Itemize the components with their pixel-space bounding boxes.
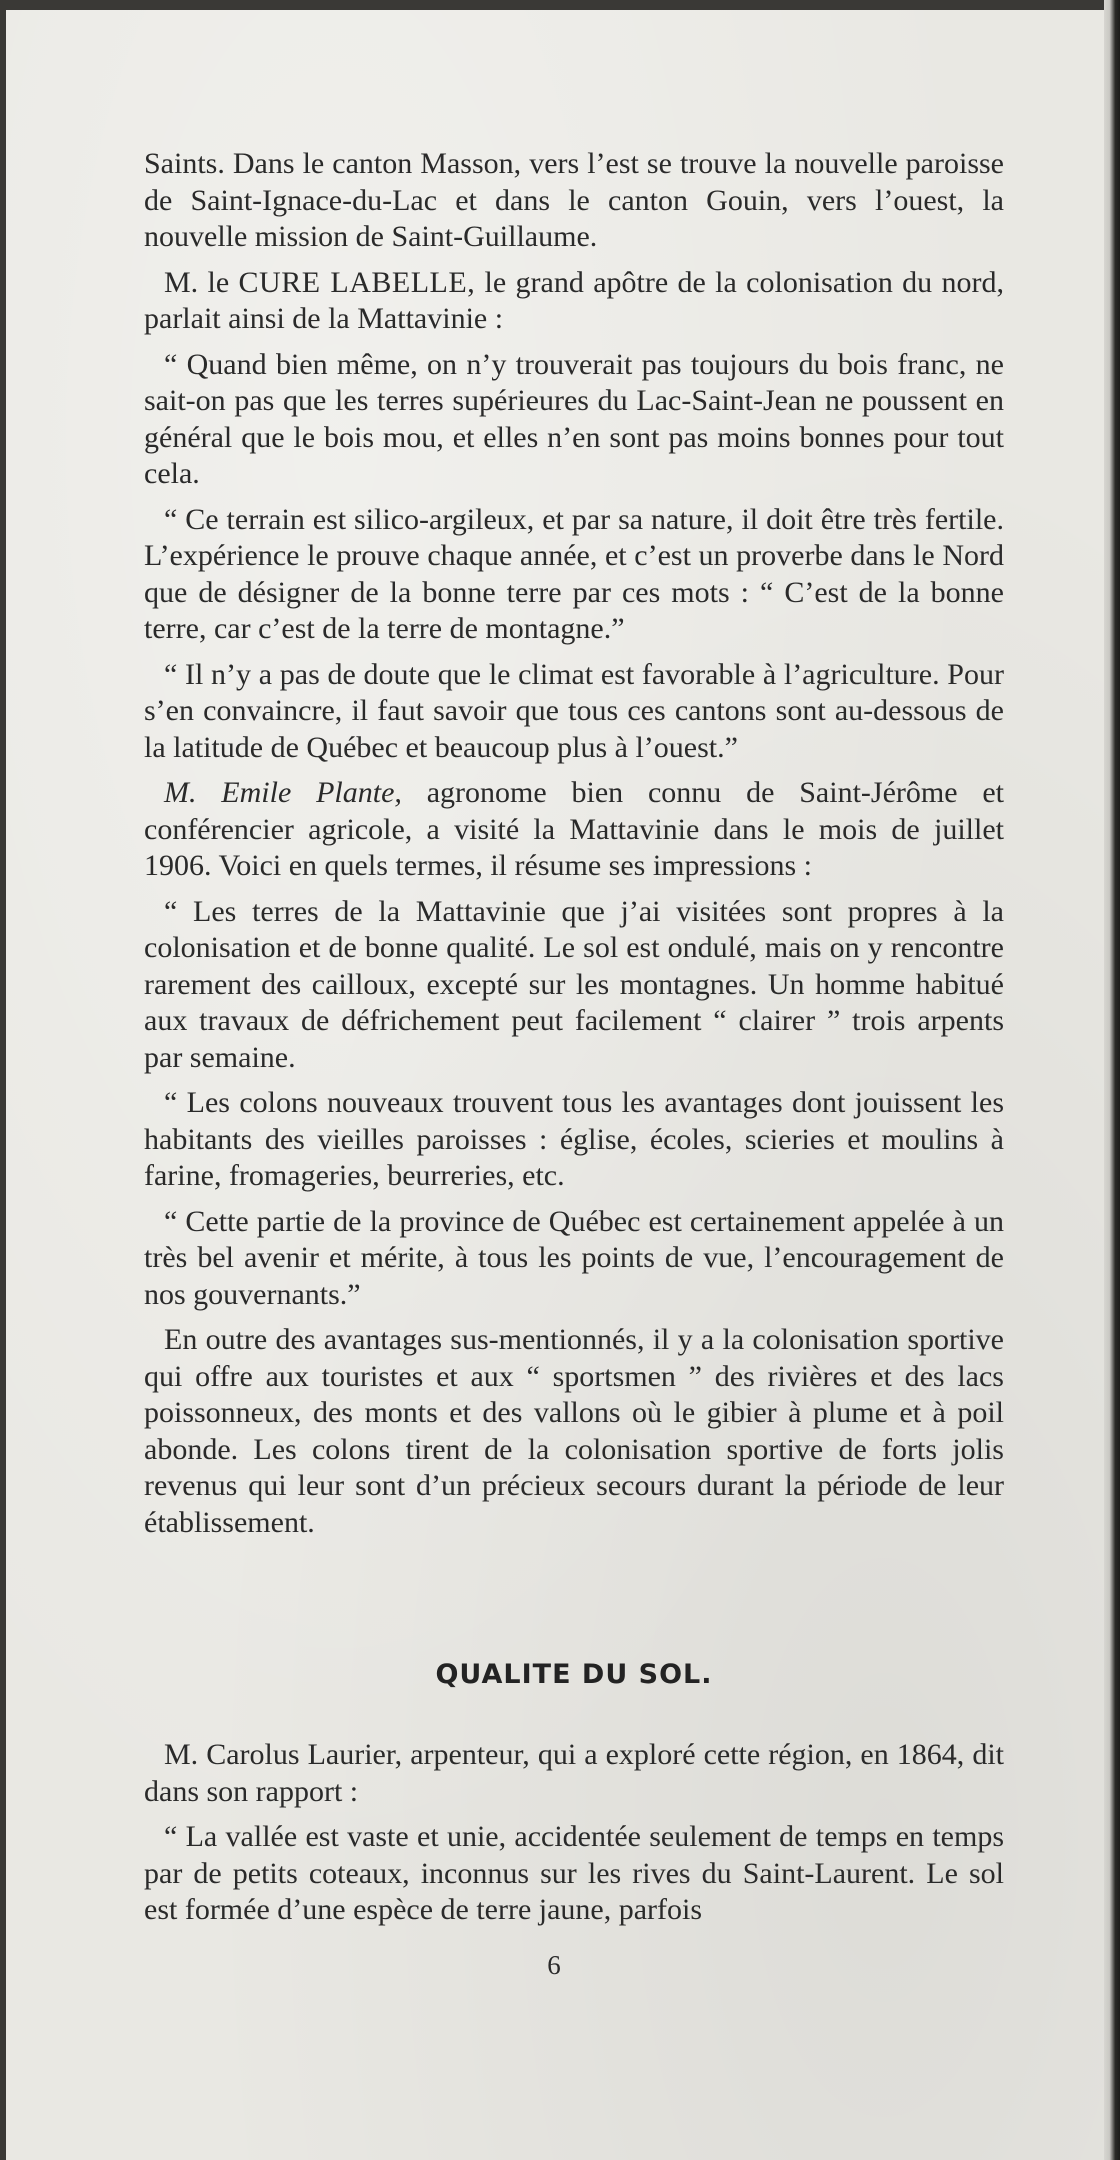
section-text — [144, 1737, 1004, 1938]
person-name-plante: M. Emile Plante, — [164, 776, 402, 809]
person-name-labelle: CURE LABELLE, — [238, 265, 476, 299]
page-edge — [1104, 0, 1120, 2160]
quote-climat: “ Il n’y a pas de doute que le climat est favorable à l’agriculture. Pour s’en convaincre, il faut savoir que tous ces cantons sont au-dessous de la latitude de Québec et beaucoup plus à l’ouest.” — [144, 657, 1004, 764]
paragraph-rest: agronome bien connu de Saint-Jérôme et conférencier agricole, a visité la Mattavinie dans le mois de juillet 1906. Voici en quels termes, il résume ses impressions : — [144, 776, 1004, 882]
quote-colons: “ Les colons nouveaux trouvent tous les avantages dont jouissent les habitants des vieilles paroisses : église, écoles, scieries et moulins à farine, fromageries, beurreries, etc. — [144, 1086, 1004, 1192]
paragraph-saints: Saints. Dans le canton Masson, vers l’est se trouve la nouvelle paroisse de Saint-Ignace-du-Lac et dans le canton Gouin, vers l’ouest, la nouvelle mission de Saint-Guillaume. — [144, 147, 1004, 253]
paragraph-prefix: M. le — [164, 265, 239, 299]
page-number: 6 — [547, 1950, 561, 1980]
section-heading: QUALITE DU SOL. — [435, 1659, 713, 1690]
paragraph-sportive: En outre des avantages sus-mentionnés, il y a la colonisation sportive qui offre aux touristes et aux “ sportsmen ” des rivières et des lacs poissonneux, des monts et des vallons où le gibier à plume et à poil abonde. Les colons tirent de la colonisation sportive de forts jolis revenus qui leur sont d’un précieux secours durant la période de leur établissement. — [144, 1323, 1004, 1539]
body-text — [144, 146, 1004, 1550]
quote-bois-franc: “ Quand bien même, on n’y trouverait pas toujours du bois franc, ne sait-on pas que les terres supérieures du Lac-Saint-Jean ne poussent en général que le bois mou, et elles n’en sont pas moins bonnes pour tout cela. — [144, 347, 1004, 490]
paragraph-labelle — [144, 265, 1004, 338]
quote-terrain: “ Ce terrain est silico-argileux, et par sa nature, il doit être très fertile. L’expérience le prouve chaque année, et c’est un proverbe dans le Nord que de désigner de la bonne terre par ces mots : “ C’est de la bonne terre, car c’est de la terre de montagne.” — [144, 502, 1004, 645]
paragraph-rest: le grand apôtre de la colonisation du nord, parlait ainsi de la Mattavinie : — [144, 265, 1005, 335]
quote-province: “ Cette partie de la province de Québec est certainement appelée à un très bel avenir et mérite, à tous les points de vue, l’encouragement de nos gouvernants.” — [144, 1204, 1004, 1311]
paragraph-plante — [144, 775, 1004, 885]
paragraph-laurier: M. Carolus Laurier, arpenteur, qui a exploré cette région, en 1864, dit dans son rapport : — [144, 1738, 1004, 1808]
quote-terres: “ Les terres de la Mattavinie que j’ai visitées sont propres à la colonisation et de bonne qualité. Le sol est ondulé, mais on y rencontre rarement des cailloux, excepté sur les montagnes. Un homme habitué aux travaux de défrichement peut facilement “ clairer ” trois arpents par semaine. — [144, 894, 1004, 1074]
quote-vallee: “ La vallée est vaste et unie, accidentée seulement de temps en temps par de petits coteaux, inconnus sur les rives du Saint-Laurent. Le sol est formée d’une espèce de terre jaune, parfois — [144, 1820, 1004, 1926]
